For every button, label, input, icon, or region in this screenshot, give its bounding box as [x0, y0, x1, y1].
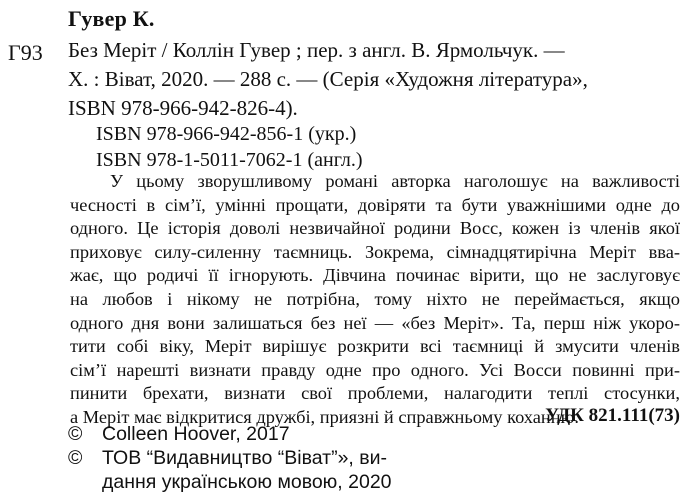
annotation-line: одного. Це історія доволі незвичайної родини Восс, кожен із членів якої	[70, 218, 680, 239]
copyright-author: Colleen Hoover, 2017	[102, 423, 290, 445]
bibliographic-entry	[68, 36, 588, 123]
copyright-line	[68, 422, 392, 446]
copyright-symbol: ©	[68, 447, 83, 469]
isbn-line: ISBN 978-966-942-856-1 (укр.)	[96, 123, 357, 145]
annotation-line: приховує силу-силенну таємниць. Зокрема, сімнадцятирічна Меріт вва-	[70, 241, 680, 262]
annotation	[70, 170, 680, 430]
annotation-line: одного дня вони залишаться без неї — «без Меріт». Та, перш ніж укоро-	[70, 312, 680, 333]
annotation-line: жає, що родичі її ігнорують. Дівчина починає вірити, що не заслуговує	[70, 265, 680, 286]
isbn-list	[96, 121, 363, 173]
entry-line: Х. : Віват, 2020. — 288 с. — (Серія «Художня література»,	[68, 67, 588, 91]
copyright-publisher-cont: дання українською мовою, 2020	[102, 471, 392, 493]
author-heading: Гувер К.	[68, 6, 155, 31]
copyright-line	[68, 470, 392, 494]
copyright-symbol: ©	[68, 423, 83, 445]
classification-code: Г93	[8, 40, 43, 65]
annotation-line: тити собі віку, Меріт вирішує розкрити всі таємниці й змусити членів	[70, 336, 680, 357]
annotation-line: У цьому зворушливому романі авторка наголошує на важливості	[110, 171, 680, 191]
copyright-publisher: ТОВ “Видавництво “Віват”», ви-	[102, 447, 388, 469]
copyright-line	[68, 446, 392, 470]
entry-line: Без Меріт / Коллін Гувер ; пер. з англ. В. Ярмольчук. —	[68, 38, 565, 62]
annotation-line: сім’ї нарешті визнати правду одне про одного. Усі Восси повинні при-	[70, 359, 680, 380]
isbn-line: ISBN 978-1-5011-7062-1 (англ.)	[96, 149, 363, 171]
copyright-block	[68, 422, 392, 494]
annotation-line: пинити брехати, визнати свої проблеми, налагодити теплі стосунки,	[70, 383, 680, 404]
entry-line: ISBN 978-966-942-826-4).	[68, 96, 298, 120]
udk-code: УДК 821.111(73)	[545, 405, 680, 426]
annotation-line: на любов і нікому не потрібна, тому ніхто не переймається, якщо	[70, 288, 680, 309]
annotation-line: чесності в сім’ї, умінні прощати, довіряти та бути уважнішими одне до	[70, 194, 680, 215]
annotation-line: а Меріт має відкритися дружбі, приязні й справжньому коханню.	[70, 406, 579, 427]
